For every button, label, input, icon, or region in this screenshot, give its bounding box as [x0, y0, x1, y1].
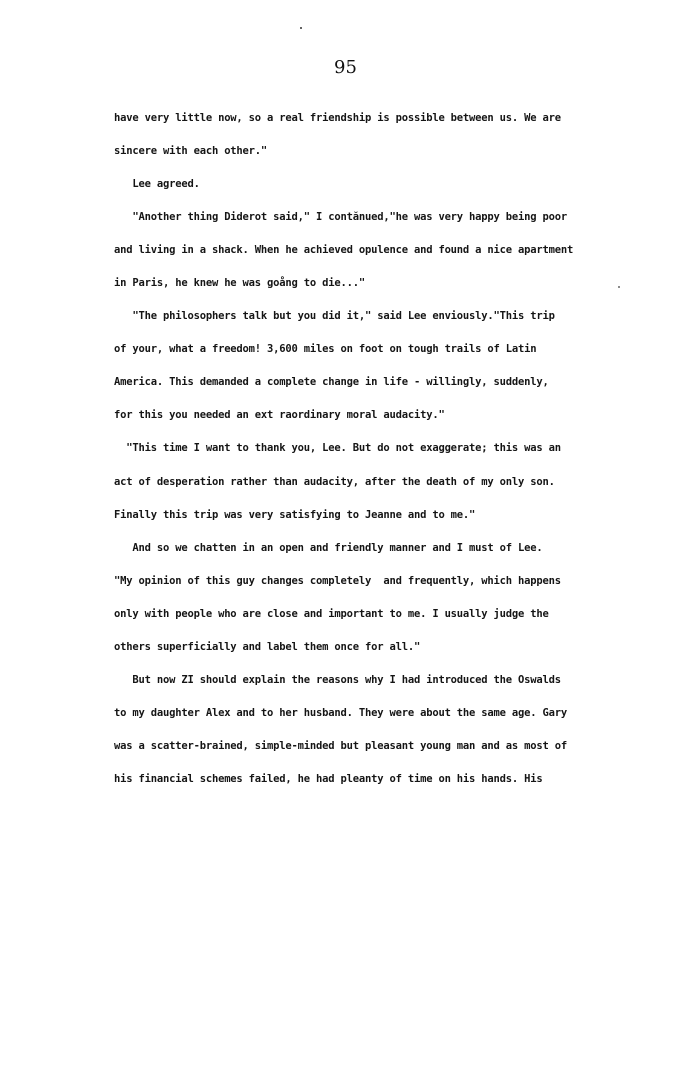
text-line: America. This demanded a complete change in life - willingly, suddenly, [114, 376, 549, 388]
text-line: sincere with each other." [114, 145, 268, 157]
text-line: But now ZI should explain the reasons why I had introduced the Oswalds [114, 674, 561, 686]
text-line: "This time I want to thank you, Lee. But do not exaggerate; this was an [114, 442, 561, 454]
text-line: was a scatter-brained, simple-minded but pleasant young man and as most of [114, 740, 567, 752]
text-line: for this you needed an ext raordinary moral audacity." [114, 409, 445, 421]
text-line: only with people who are close and important to me. I usually judge the [114, 608, 549, 620]
text-line: "Another thing Diderot said," I contănued,"he was very happy being poor [114, 211, 567, 223]
text-line: And so we chatten in an open and friendly manner and I must of Lee. [114, 542, 543, 554]
text-line: act of desperation rather than audacity, after the death of my only son. [114, 476, 555, 488]
text-line: Lee agreed. [114, 178, 200, 190]
text-line: and living in a shack. When he achieved opulence and found a nice apartment [114, 244, 574, 256]
text-line: his financial schemes failed, he had pleanty of time on his hands. His [114, 773, 543, 785]
text-line: others superficially and label them once for all." [114, 641, 421, 653]
text-line: "My opinion of this guy changes completely and frequently, which happens [114, 575, 561, 587]
text-line: in Paris, he knew he was goång to die..." [114, 277, 365, 289]
text-line: "The philosophers talk but you did it," said Lee enviously."This trip [114, 310, 555, 322]
page-number: 95 [334, 57, 357, 78]
text-line: Finally this trip was very satisfying to Jeanne and to me." [114, 509, 476, 521]
text-line: to my daughter Alex and to her husband. They were about the same age. Gary [114, 707, 567, 719]
text-line: of your, what a freedom! 3,600 miles on foot on tough trails of Latin [114, 343, 537, 355]
text-line: have very little now, so a real friendship is possible between us. We are [114, 112, 561, 124]
